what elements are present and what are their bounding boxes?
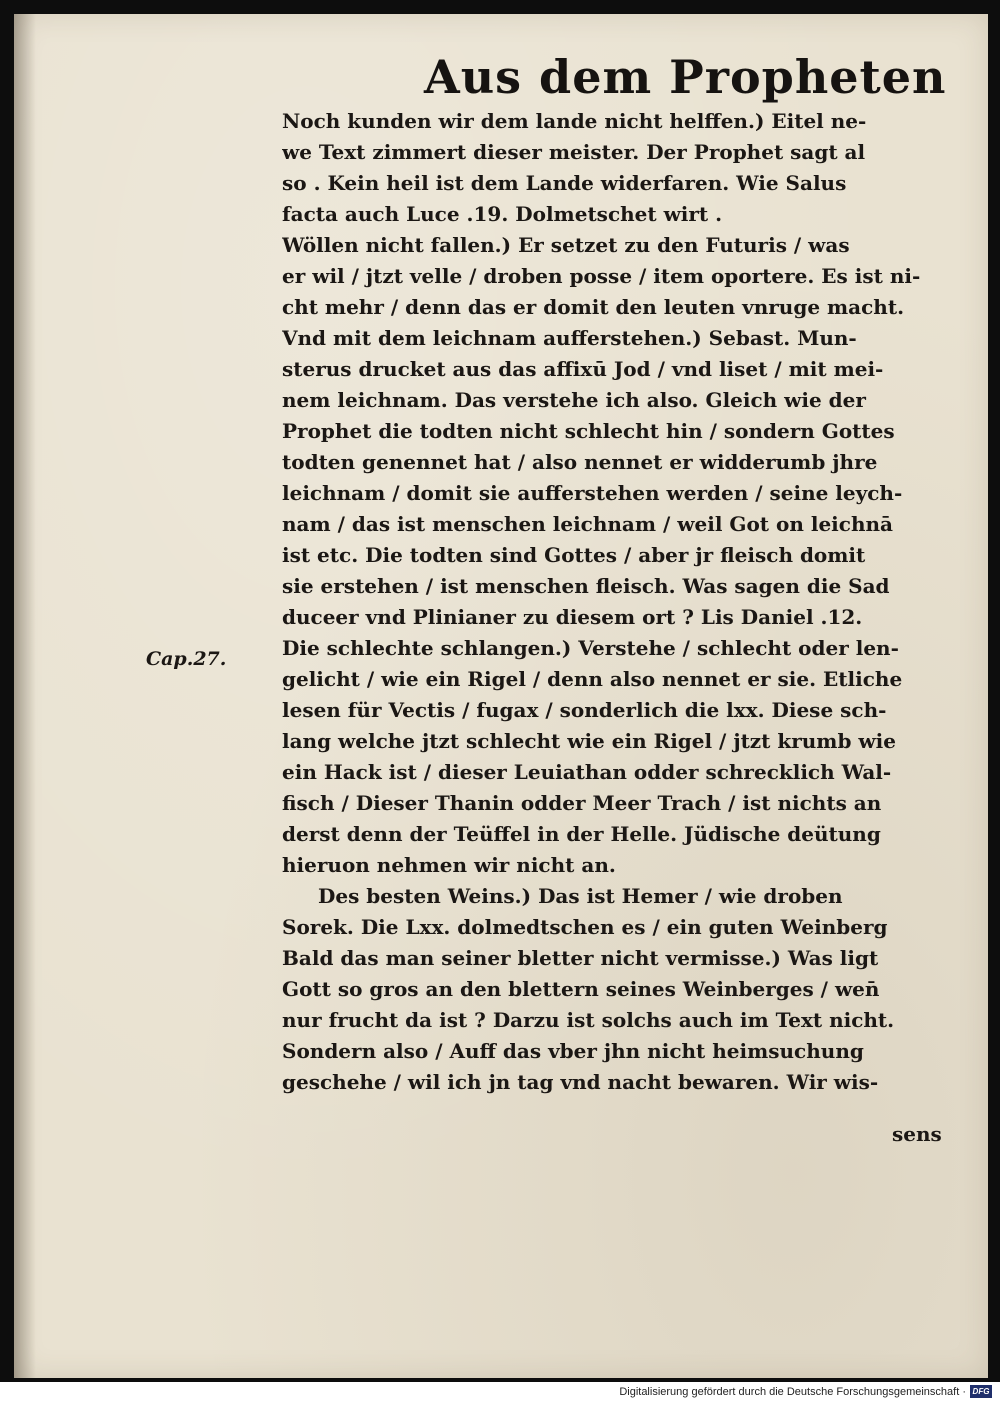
text-line: ein Hack ist / dieser Leuiathan odder schrecklich Wal- bbox=[282, 760, 892, 784]
text-line: Sondern also / Auff das vber jhn nicht heimsuchung bbox=[282, 1039, 864, 1063]
funding-credit: Digitalisierung gefördert durch die Deutsche Forschungsgemeinschaft · bbox=[619, 1386, 966, 1398]
text-line: Prophet die todten nicht schlecht hin / sondern Gottes bbox=[282, 419, 895, 443]
text-line: nam / das ist menschen leichnam / weil Got on leichnā bbox=[282, 512, 893, 536]
dfg-logo: DFG bbox=[970, 1385, 992, 1398]
text-line: cht mehr / denn das er domit den leuten vnruge macht. bbox=[282, 295, 905, 319]
text-line: geschehe / wil ich jn tag vnd nacht bewaren. Wir wis- bbox=[282, 1070, 879, 1094]
text-line: fisch / Dieser Thanin odder Meer Trach / ist nichts an bbox=[282, 791, 882, 815]
text-line: lang welche jtzt schlecht wie ein Rigel / jtzt krumb wie bbox=[282, 729, 896, 753]
text-line: we Text zimmert dieser meister. Der Prophet sagt al bbox=[282, 140, 866, 164]
text-line: Des besten Weins.) Das ist Hemer / wie droben bbox=[318, 884, 843, 908]
text-line: leichnam / domit sie aufferstehen werden / seine leych- bbox=[282, 481, 903, 505]
margin-note-chapter: Cap.27. bbox=[146, 648, 227, 670]
text-line: sterus drucket aus das affixū Jod / vnd liset / mit mei- bbox=[282, 357, 884, 381]
text-line: facta auch Luce .19. Dolmetschet wirt . bbox=[282, 202, 723, 226]
text-line: gelicht / wie ein Rigel / denn also nennet er sie. Etliche bbox=[282, 667, 903, 691]
text-line: ist etc. Die todten sind Gottes / aber jr fleisch domit bbox=[282, 543, 866, 567]
running-headline: Aus dem Propheten bbox=[424, 50, 947, 104]
text-line: todten genennet hat / also nennet er widderumb jhre bbox=[282, 450, 878, 474]
page-gutter-shadow bbox=[14, 14, 36, 1378]
text-line: so . Kein heil ist dem Lande widerfaren. Wie Salus bbox=[282, 171, 847, 195]
book-page bbox=[14, 14, 988, 1378]
text-line: Noch kunden wir dem lande nicht helffen.) Eitel ne- bbox=[282, 109, 867, 133]
text-line: er wil / jtzt velle / droben posse / item oportere. Es ist ni- bbox=[282, 264, 921, 288]
text-line: Sorek. Die Lxx. dolmedtschen es / ein guten Weinberg bbox=[282, 915, 888, 939]
text-line: derst denn der Teüffel in der Helle. Jüdische deütung bbox=[282, 822, 881, 846]
main-text-block bbox=[282, 106, 972, 1098]
text-line: nem leichnam. Das verstehe ich also. Gleich wie der bbox=[282, 388, 866, 412]
text-line: Gott so gros an den blettern seines Weinberges / wen̄ bbox=[282, 977, 880, 1001]
text-line: sie erstehen / ist menschen fleisch. Was sagen die Sad bbox=[282, 574, 890, 598]
text-line: Bald das man seiner bletter nicht vermisse.) Was ligt bbox=[282, 946, 879, 970]
text-line: Vnd mit dem leichnam aufferstehen.) Sebast. Mun- bbox=[282, 326, 857, 350]
catchword: sens bbox=[892, 1122, 942, 1146]
text-line: Wöllen nicht fallen.) Er setzet zu den Futuris / was bbox=[282, 233, 850, 257]
text-line: duceer vnd Plinianer zu diesem ort ? Lis Daniel .12. bbox=[282, 605, 863, 629]
text-line: hieruon nehmen wir nicht an. bbox=[282, 853, 616, 877]
text-line: nur frucht da ist ? Darzu ist solchs auch im Text nicht. bbox=[282, 1008, 895, 1032]
text-line: lesen für Vectis / fugax / sonderlich die lxx. Diese sch- bbox=[282, 698, 887, 722]
text-line: Die schlechte schlangen.) Verstehe / schlecht oder len- bbox=[282, 636, 899, 660]
